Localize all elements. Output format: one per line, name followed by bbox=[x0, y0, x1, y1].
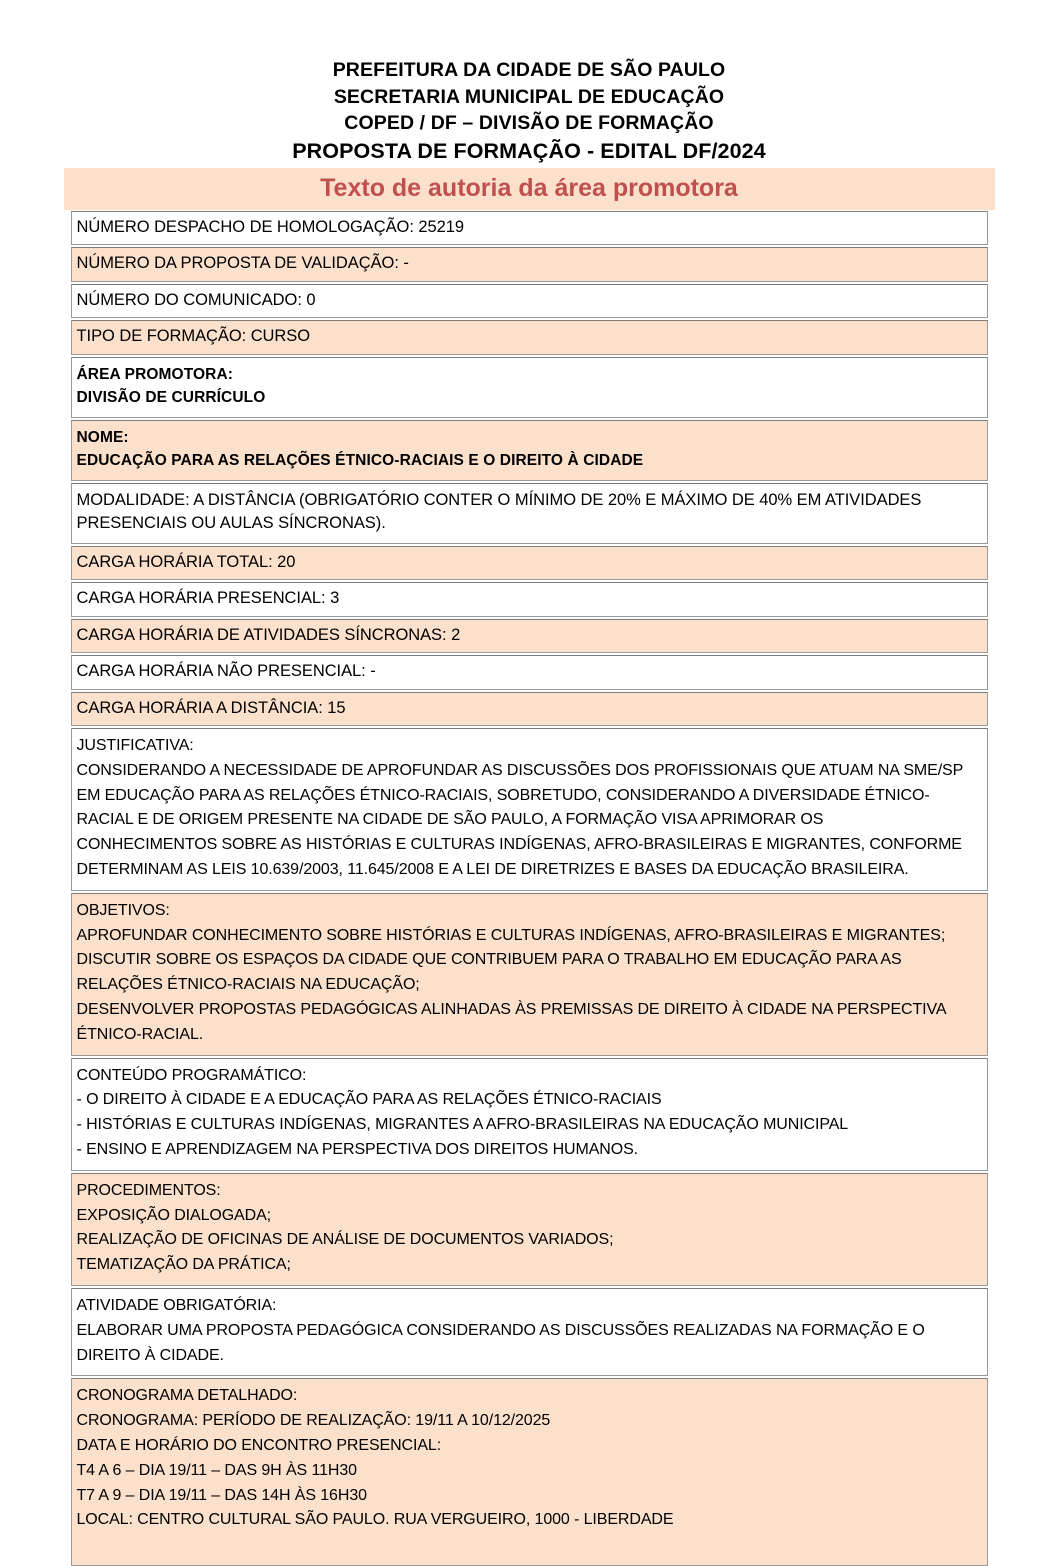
row-line: CONHECIMENTOS SOBRE AS HISTÓRIAS E CULTURAS INDÍGENAS, AFRO-BRASILEIRAS E MIGRANTES, CONFORME bbox=[76, 836, 962, 854]
table-row-nome-da-formacao bbox=[71, 420, 988, 481]
row-line: CONSIDERANDO A NECESSIDADE DE APROFUNDAR AS DISCUSSÕES DOS PROFISSIONAIS QUE ATUAM NA SME/SP bbox=[76, 761, 964, 779]
row-line: DIREITO À CIDADE. bbox=[76, 1346, 224, 1364]
table-row-tipo-de-formacao bbox=[71, 320, 988, 355]
section-banner-label: Texto de autoria da área promotora bbox=[320, 173, 738, 202]
proposal-table bbox=[71, 211, 988, 1566]
heading-line-main: PROPOSTA DE FORMAÇÃO - EDITAL DF/2024 bbox=[292, 138, 766, 163]
row-line: OBJETIVOS: bbox=[76, 901, 170, 919]
table-row-numero-despacho-homologacao bbox=[71, 211, 988, 246]
row-line: CARGA HORÁRIA A DISTÂNCIA: 15 bbox=[76, 698, 346, 717]
row-line: NÚMERO DA PROPOSTA DE VALIDAÇÃO: - bbox=[76, 254, 409, 272]
row-line: EDUCAÇÃO PARA AS RELAÇÕES ÉTNICO-RACIAIS E O DIREITO À CIDADE bbox=[76, 452, 644, 469]
table-row-cronograma-detalhado bbox=[71, 1378, 988, 1566]
row-line bbox=[77, 1533, 982, 1558]
row-line: REALIZAÇÃO DE OFICINAS DE ANÁLISE DE DOCUMENTOS VARIADOS; bbox=[76, 1231, 614, 1249]
table-row-carga-horaria-presencial bbox=[71, 582, 988, 617]
row-line: - ENSINO E APRENDIZAGEM NA PERSPECTIVA DOS DIREITOS HUMANOS. bbox=[76, 1140, 639, 1158]
section-banner bbox=[64, 168, 995, 210]
row-line: T7 A 9 – DIA 19/11 – DAS 14H ÀS 16H30 bbox=[76, 1486, 367, 1504]
row-line: PRESENCIAIS OU AULAS SÍNCRONAS). bbox=[76, 514, 386, 532]
row-line: ELABORAR UMA PROPOSTA PEDAGÓGICA CONSIDERANDO AS DISCUSSÕES REALIZADAS NA FORMAÇÃO E O bbox=[76, 1321, 925, 1339]
row-line: CRONOGRAMA DETALHADO: bbox=[76, 1387, 298, 1405]
row-line: PROCEDIMENTOS: bbox=[76, 1181, 221, 1199]
row-line: JUSTIFICATIVA: bbox=[76, 737, 194, 754]
table-row-numero-comunicado bbox=[71, 284, 988, 319]
document-heading bbox=[0, 0, 1058, 166]
heading-line-2: SECRETARIA MUNICIPAL DE EDUCAÇÃO bbox=[333, 85, 725, 108]
row-line: CRONOGRAMA: PERÍODO DE REALIZAÇÃO: 19/11 A 10/12/2025 bbox=[76, 1412, 551, 1430]
row-line: - O DIREITO À CIDADE E A EDUCAÇÃO PARA AS RELAÇÕES ÉTNICO-RACIAIS bbox=[76, 1091, 662, 1109]
row-line: APROFUNDAR CONHECIMENTO SOBRE HISTÓRIAS E CULTURAS INDÍGENAS, AFRO-BRASILEIRAS E MIGRANTES; bbox=[76, 926, 946, 944]
table-row-atividade-obrigatoria bbox=[71, 1288, 988, 1376]
table-row-carga-horaria-atividades-sincronas bbox=[71, 619, 988, 654]
row-line: T4 A 6 – DIA 19/11 – DAS 9H ÀS 11H30 bbox=[76, 1461, 357, 1479]
row-line: LOCAL: CENTRO CULTURAL SÃO PAULO. RUA VERGUEIRO, 1000 - LIBERDADE bbox=[76, 1511, 674, 1529]
row-line: DIVISÃO DE CURRÍCULO bbox=[76, 389, 266, 406]
table-row-procedimentos bbox=[71, 1173, 988, 1286]
row-line: RELAÇÕES ÉTNICO-RACIAIS NA EDUCAÇÃO; bbox=[76, 976, 420, 994]
table-row-modalidade bbox=[71, 483, 988, 544]
table-row-numero-proposta-validacao bbox=[71, 247, 988, 282]
row-line: DETERMINAM AS LEIS 10.639/2003, 11.645/2008 E A LEI DE DIRETRIZES E BASES DA EDUCAÇÃO BRASILEIRA. bbox=[76, 860, 909, 878]
table-row-objetivos bbox=[71, 893, 988, 1056]
row-line: MODALIDADE: A DISTÂNCIA (OBRIGATÓRIO CONTER O MÍNIMO DE 20% E MÁXIMO DE 40% EM ATIVIDADES bbox=[76, 490, 922, 509]
table-row-conteudo-programatico bbox=[71, 1058, 988, 1171]
row-line: TEMATIZAÇÃO DA PRÁTICA; bbox=[76, 1256, 291, 1274]
row-line: RACIAL E DE ORIGEM PRESENTE NA CIDADE DE SÃO PAULO, A FORMAÇÃO VISA APRIMORAR OS bbox=[76, 811, 824, 829]
row-line: - HISTÓRIAS E CULTURAS INDÍGENAS, MIGRANTES A AFRO-BRASILEIRAS NA EDUCAÇÃO MUNICIPAL bbox=[76, 1116, 849, 1134]
row-line: DISCUTIR SOBRE OS ESPAÇOS DA CIDADE QUE CONTRIBUEM PARA O TRABALHO EM EDUCAÇÃO PARA AS bbox=[76, 951, 902, 969]
row-line: DATA E HORÁRIO DO ENCONTRO PRESENCIAL: bbox=[76, 1436, 442, 1454]
row-line: NOME: bbox=[76, 428, 129, 446]
row-line: ATIVIDADE OBRIGATÓRIA: bbox=[76, 1296, 277, 1314]
row-line: CARGA HORÁRIA PRESENCIAL: 3 bbox=[76, 589, 340, 607]
row-line: CARGA HORÁRIA NÃO PRESENCIAL: - bbox=[76, 662, 376, 680]
row-line: CARGA HORÁRIA TOTAL: 20 bbox=[76, 552, 296, 571]
heading-line-3: COPED / DF – DIVISÃO DE FORMAÇÃO bbox=[344, 112, 714, 134]
table-row-justificativa bbox=[71, 728, 988, 891]
row-line: NÚMERO DESPACHO DE HOMOLOGAÇÃO: 25219 bbox=[76, 217, 465, 236]
table-row-carga-horaria-a-distancia bbox=[71, 692, 988, 727]
row-line: CONTEÚDO PROGRAMÁTICO: bbox=[76, 1066, 307, 1084]
row-line: CARGA HORÁRIA DE ATIVIDADES SÍNCRONAS: 2 bbox=[76, 625, 461, 644]
row-line: ÉTNICO-RACIAL. bbox=[76, 1025, 204, 1043]
row-line: TIPO DE FORMAÇÃO: CURSO bbox=[76, 327, 311, 345]
row-line: NÚMERO DO COMUNICADO: 0 bbox=[76, 290, 316, 309]
table-row-area-promotora bbox=[71, 357, 988, 418]
row-line: EXPOSIÇÃO DIALOGADA; bbox=[76, 1206, 272, 1224]
row-line: ÁREA PROMOTORA: bbox=[76, 365, 233, 383]
heading-line-1: PREFEITURA DA CIDADE DE SÃO PAULO bbox=[332, 59, 726, 81]
table-row-carga-horaria-total bbox=[71, 546, 988, 581]
table-row-carga-horaria-nao-presencial bbox=[71, 655, 988, 690]
row-line: DESENVOLVER PROPOSTAS PEDAGÓGICAS ALINHADAS ÀS PREMISSAS DE DIREITO À CIDADE NA PERSPECTIVA bbox=[76, 1000, 947, 1018]
row-line: EM EDUCAÇÃO PARA AS RELAÇÕES ÉTNICO-RACIAIS, SOBRETUDO, CONSIDERANDO A DIVERSIDADE ÉTNICO- bbox=[76, 786, 930, 804]
